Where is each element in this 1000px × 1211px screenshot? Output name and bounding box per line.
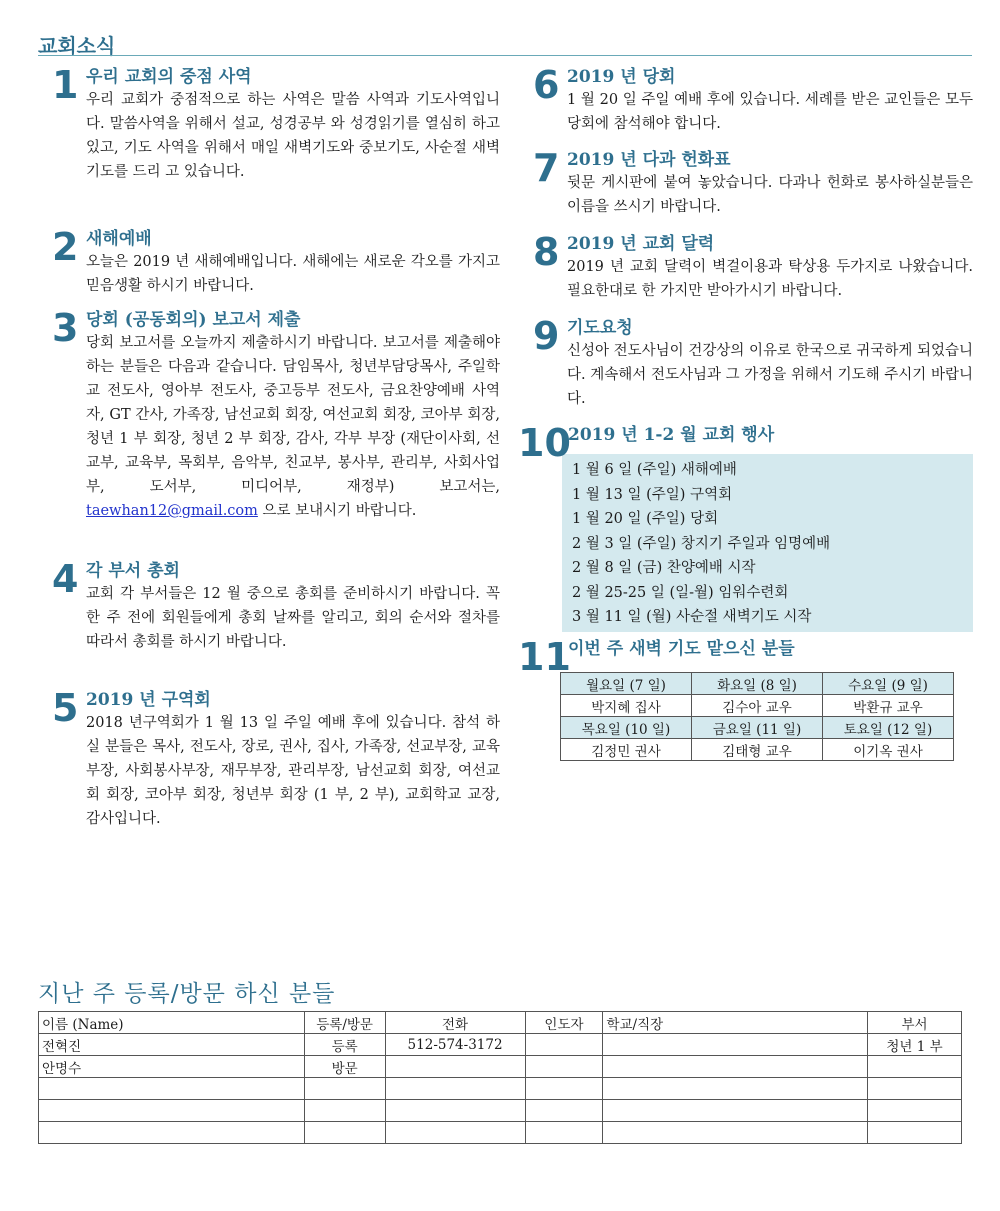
item-body: 2019 년 교회 달력이 벽걸이용과 탁상용 두가지로 나왔습니다. 필요한대로 한 가지만 받아가시기 바랍니다. bbox=[567, 259, 973, 299]
leader-cell: 박환규 교우 bbox=[823, 695, 954, 717]
header-divider bbox=[38, 55, 972, 56]
table-cell bbox=[385, 1100, 525, 1122]
table-cell bbox=[304, 1078, 385, 1100]
day-cell: 금요일 (11 일) bbox=[692, 717, 823, 739]
table-cell bbox=[525, 1056, 603, 1078]
event-item: 1 월 13 일 (주일) 구역회 bbox=[572, 486, 733, 503]
table-cell bbox=[304, 1100, 385, 1122]
day-cell: 토요일 (12 일) bbox=[823, 717, 954, 739]
table-cell bbox=[39, 1100, 305, 1122]
item-number: 5 bbox=[52, 686, 79, 730]
table-row bbox=[39, 1100, 962, 1122]
leader-cell: 김정민 권사 bbox=[561, 739, 692, 761]
item-body: 교회 각 부서들은 12 월 중으로 총회를 준비하시기 바랍니다. 꼭 한 주 전에 회원들에게 총회 날짜를 알리고, 회의 순서와 절차를 따라서 총회를 하시기 바랍니다. bbox=[86, 586, 500, 650]
table-cell bbox=[39, 1078, 305, 1100]
news-item-3 bbox=[52, 306, 500, 523]
event-item: 1 월 6 일 (주일) 새해예배 bbox=[572, 462, 737, 478]
table-cell bbox=[603, 1056, 868, 1078]
table-cell bbox=[385, 1122, 525, 1144]
news-item-2 bbox=[52, 225, 500, 298]
news-item-6 bbox=[533, 63, 973, 136]
item-number: 3 bbox=[52, 306, 79, 350]
table-cell bbox=[868, 1122, 962, 1144]
item-number: 4 bbox=[52, 557, 79, 601]
table-cell: 전혁진 bbox=[39, 1034, 305, 1056]
day-header-row bbox=[561, 717, 954, 739]
item-title: 2019 년 교회 달력 bbox=[567, 234, 715, 254]
column-header: 학교/직장 bbox=[603, 1012, 868, 1034]
news-item-1 bbox=[52, 63, 500, 184]
item-title: 기도요청 bbox=[567, 318, 633, 338]
item-number: 9 bbox=[533, 314, 560, 358]
name-row bbox=[561, 695, 954, 717]
item-title: 이번 주 새벽 기도 맡으신 분들 bbox=[568, 639, 795, 659]
day-header-row bbox=[561, 673, 954, 695]
day-cell: 수요일 (9 일) bbox=[823, 673, 954, 695]
item-body: 1 월 20 일 주일 예배 후에 있습니다. 세례를 받은 교인들은 모두 당회에 참석해야 합니다. bbox=[567, 92, 973, 132]
item-title: 2019 년 당회 bbox=[567, 67, 676, 87]
table-cell: 등록 bbox=[304, 1034, 385, 1056]
table-cell bbox=[525, 1034, 603, 1056]
news-item-8 bbox=[533, 230, 973, 303]
table-row bbox=[39, 1034, 962, 1056]
item-body-tail: 으로 보내시기 바랍니다. bbox=[257, 503, 417, 519]
table-row bbox=[39, 1122, 962, 1144]
item-number: 11 bbox=[518, 635, 571, 679]
table-cell bbox=[525, 1122, 603, 1144]
events-list bbox=[562, 454, 973, 632]
leader-cell: 김태형 교우 bbox=[692, 739, 823, 761]
column-header: 등록/방문 bbox=[304, 1012, 385, 1034]
event-item: 2 월 3 일 (주일) 창지기 주일과 임명예배 bbox=[572, 535, 831, 552]
table-cell bbox=[603, 1100, 868, 1122]
visitors-title: 지난 주 등록/방문 하신 분들 bbox=[38, 981, 336, 1007]
leader-cell: 이기옥 권사 bbox=[823, 739, 954, 761]
table-cell bbox=[525, 1078, 603, 1100]
item-number: 7 bbox=[533, 146, 560, 190]
leader-cell: 김수아 교우 bbox=[692, 695, 823, 717]
item-body: 2018 년구역회가 1 월 13 일 주일 예배 후에 있습니다. 참석 하실 분들은 목사, 전도사, 장로, 권사, 집사, 가족장, 선교부장, 교육부장, 사회봉사부장, 재무부장, 관리부장, 남선교회 회장, 여선교회 회장, 코아부 회장, 청년부 회장 (1 부, 2 부), 교회학교 교장, 감사입니다. bbox=[86, 715, 500, 827]
column-header: 인도자 bbox=[525, 1012, 603, 1034]
item-title: 2019 년 1-2 월 교회 행사 bbox=[568, 425, 775, 445]
item-body: 뒷문 게시판에 붙여 놓았습니다. 다과나 헌화로 봉사하실분들은 이름을 쓰시기 바랍니다. bbox=[567, 175, 973, 215]
table-cell bbox=[39, 1122, 305, 1144]
item-number: 6 bbox=[533, 63, 560, 107]
item-number: 10 bbox=[518, 421, 571, 465]
item-body: 오늘은 2019 년 새해예배입니다. 새해에는 새로운 각오를 가지고 믿음생활 하시기 바랍니다. bbox=[86, 254, 500, 294]
visitors-table bbox=[38, 1011, 962, 1144]
table-cell bbox=[525, 1100, 603, 1122]
table-cell bbox=[868, 1056, 962, 1078]
item-number: 2 bbox=[52, 225, 79, 269]
item-body: 신성아 전도사님이 건강상의 이유로 한국으로 귀국하게 되었습니다. 계속해서 전도사님과 그 가정을 위해서 기도해 주시기 바랍니다. bbox=[567, 343, 973, 407]
table-cell bbox=[385, 1078, 525, 1100]
table-cell bbox=[304, 1122, 385, 1144]
item-title: 새해예배 bbox=[86, 229, 152, 249]
event-item: 2 월 8 일 (금) 찬양예배 시작 bbox=[572, 560, 756, 576]
event-item: 3 월 11 일 (월) 사순절 새벽기도 시작 bbox=[572, 609, 812, 625]
table-cell bbox=[385, 1056, 525, 1078]
item-title: 각 부서 총회 bbox=[86, 561, 180, 581]
item-number: 1 bbox=[52, 63, 79, 107]
table-header-row bbox=[39, 1012, 962, 1034]
item-title: 2019 년 구역회 bbox=[86, 690, 211, 710]
day-cell: 목요일 (10 일) bbox=[561, 717, 692, 739]
item-body bbox=[86, 331, 500, 523]
table-row bbox=[39, 1078, 962, 1100]
column-header: 이름 (Name) bbox=[39, 1012, 305, 1034]
item-title: 우리 교회의 중점 사역 bbox=[86, 67, 252, 87]
news-item-4 bbox=[52, 557, 500, 654]
table-cell: 512-574-3172 bbox=[385, 1034, 525, 1056]
email-link[interactable]: taewhan12@gmail.com bbox=[86, 503, 258, 519]
page-title: 교회소식 bbox=[38, 34, 116, 58]
event-item: 2 월 25-25 일 (일-월) 임워수련회 bbox=[572, 584, 789, 601]
name-row bbox=[561, 739, 954, 761]
table-cell: 안명수 bbox=[39, 1056, 305, 1078]
day-cell: 화요일 (8 일) bbox=[692, 673, 823, 695]
column-header: 부서 bbox=[868, 1012, 962, 1034]
news-item-11 bbox=[518, 635, 973, 761]
table-cell bbox=[603, 1034, 868, 1056]
news-item-5 bbox=[52, 686, 500, 831]
prayer-schedule-table bbox=[560, 672, 954, 761]
event-item: 1 월 20 일 (주일) 당회 bbox=[572, 511, 719, 527]
item-body: 우리 교회가 중점적으로 하는 사역은 말씀 사역과 기도사역입니다. 말씀사역을 위해서 설교, 성경공부 와 성경읽기를 열심히 하고 있고, 기도 사역을 위해서 매일 새벽기도와 중보기도, 사순절 새벽기도를 드리 고 있습니다. bbox=[86, 92, 500, 180]
table-cell bbox=[603, 1122, 868, 1144]
day-cell: 월요일 (7 일) bbox=[561, 673, 692, 695]
table-cell: 방문 bbox=[304, 1056, 385, 1078]
item-number: 8 bbox=[533, 230, 560, 274]
news-item-10 bbox=[518, 421, 973, 632]
column-header: 전화 bbox=[385, 1012, 525, 1034]
news-item-9 bbox=[533, 314, 973, 411]
table-cell bbox=[868, 1100, 962, 1122]
table-row bbox=[39, 1056, 962, 1078]
table-cell: 청년 1 부 bbox=[868, 1034, 962, 1056]
table-cell bbox=[868, 1078, 962, 1100]
item-body-text: 당회 보고서를 오늘까지 제출하시기 바랍니다. 보고서를 제출해야 하는 분들은 다음과 같습니다. 담임목사, 청년부담당목사, 주일학교 전도사, 영아부 전도사, 중고등부 전도사, 금요찬양예배 사역자, GT 간사, 가족장, 남선교회 회장, 여선교회 회장, 코아부 회장, 청년 1 부 회장, 청년 2 부 회장, 감사, 각부 부장 (재단이사회, 선교부, 교육부, 목회부, 음악부, 친교부, 봉사부, 관리부, 사회사업부, 도서부, 미디어부, 재정부) 보고서는, bbox=[86, 335, 500, 495]
table-cell bbox=[603, 1078, 868, 1100]
news-item-7 bbox=[533, 146, 973, 219]
leader-cell: 박지혜 집사 bbox=[561, 695, 692, 717]
item-title: 당회 (공동회의) 보고서 제출 bbox=[86, 310, 301, 330]
item-title: 2019 년 다과 헌화표 bbox=[567, 150, 731, 170]
